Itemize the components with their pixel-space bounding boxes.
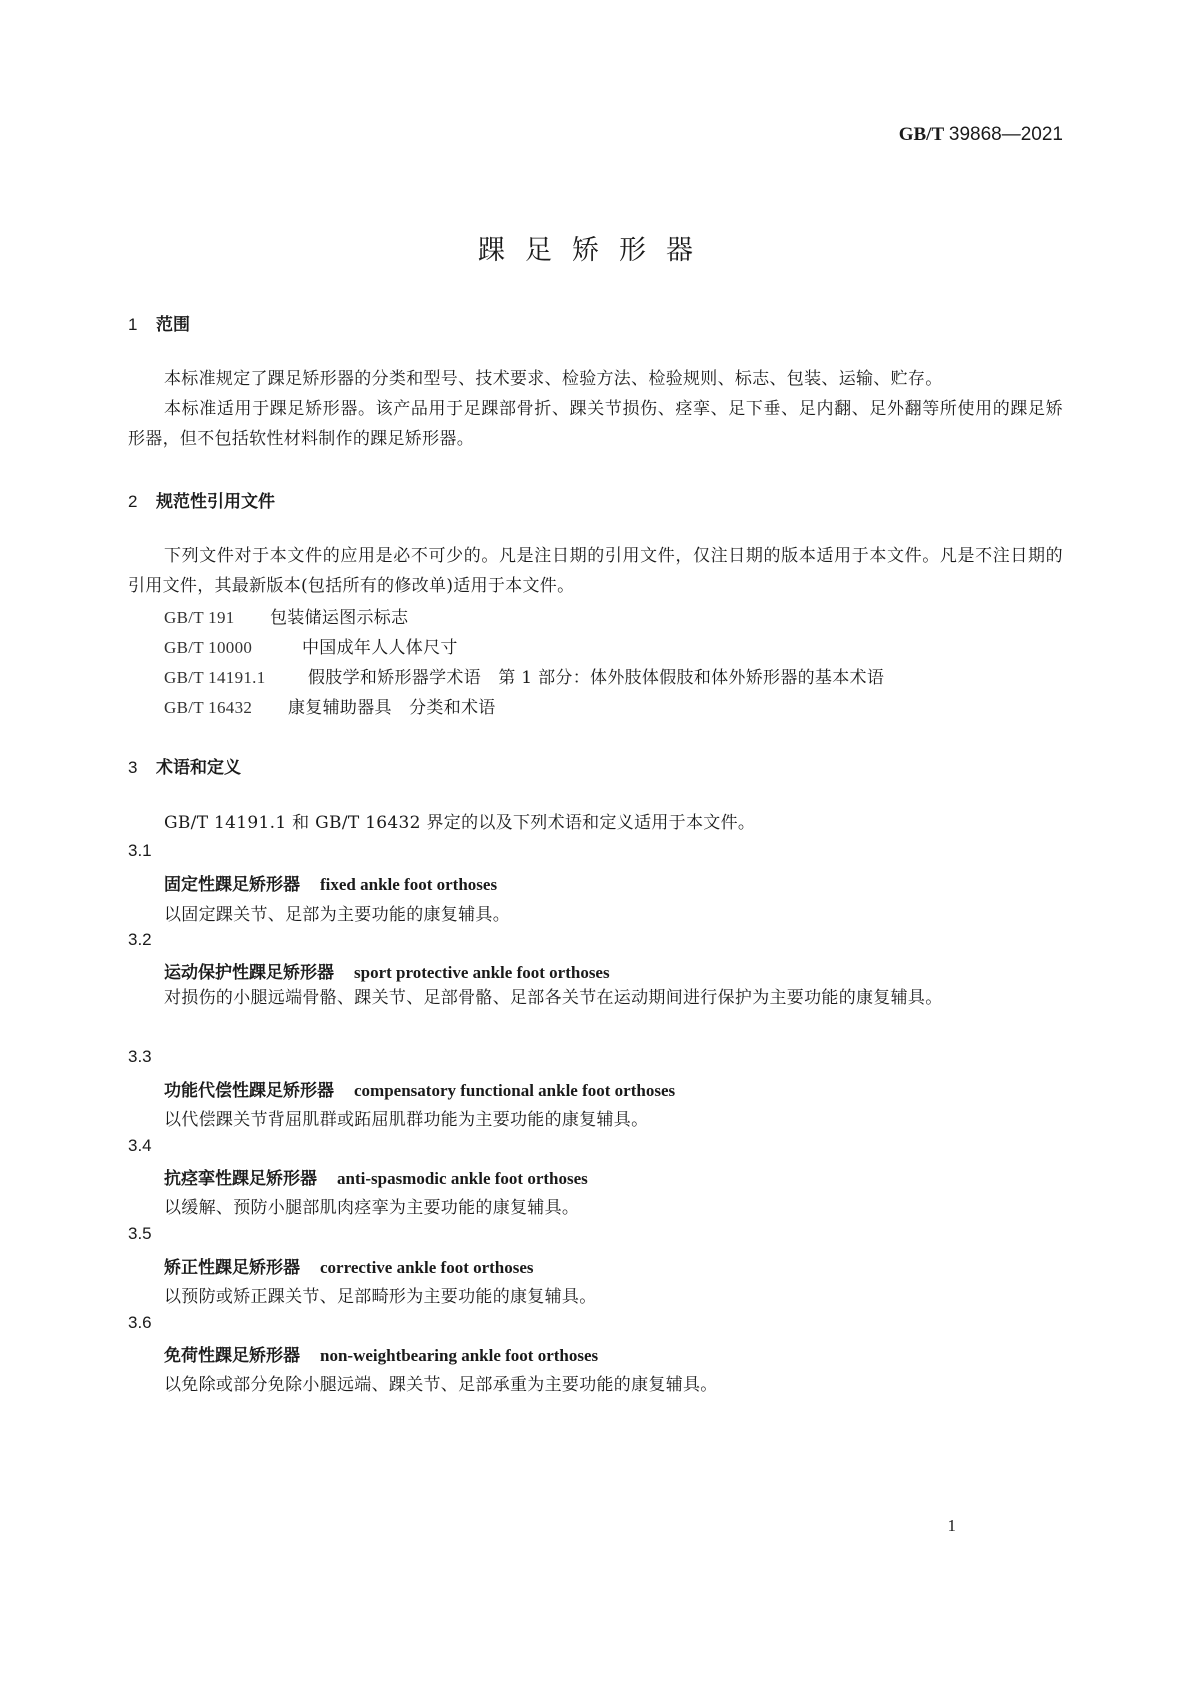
- reference-title: 包装储运图示标志: [270, 608, 409, 628]
- term-heading: [164, 870, 497, 895]
- term-en: non-weightbearing ankle foot orthoses: [320, 1346, 599, 1365]
- reference-code: GB/T 10000: [164, 638, 253, 657]
- section-number: 1: [128, 315, 138, 334]
- reference-title: 康复辅助器具 分类和术语: [288, 698, 496, 718]
- term-zh: 免荷性踝足矫形器: [164, 1346, 300, 1366]
- reference-code: GB/T 191: [164, 608, 235, 627]
- reference-code: GB/T 16432: [164, 698, 253, 717]
- document-title: 踝足矫形器: [478, 235, 713, 266]
- term-definition: 以免除或部分免除小腿远端、踝关节、足部承重为主要功能的康复辅具。: [164, 1375, 718, 1395]
- reference-item: [164, 603, 408, 628]
- term-definition: 以预防或矫正踝关节、足部畸形为主要功能的康复辅具。: [164, 1287, 597, 1307]
- reference-item: [164, 633, 458, 658]
- term-number: 3.4: [128, 1136, 152, 1155]
- standard-prefix: GB/T: [898, 124, 945, 145]
- term-number: 3.2: [128, 930, 152, 949]
- term-en: corrective ankle foot orthoses: [320, 1258, 534, 1277]
- section-title: 范围: [156, 315, 190, 335]
- section-3-intro: GB/T 14191.1 和 GB/T 16432 界定的以及下列术语和定义适用于本文件。: [164, 813, 756, 833]
- term-number: 3.5: [128, 1224, 152, 1243]
- term-heading: [164, 958, 610, 983]
- term-en: fixed ankle foot orthoses: [320, 875, 498, 894]
- page-number: 1: [947, 1516, 956, 1535]
- standard-code: [899, 124, 1063, 146]
- term-en: anti-spasmodic ankle foot orthoses: [337, 1169, 588, 1188]
- term-zh: 矫正性踝足矫形器: [164, 1258, 300, 1278]
- term-heading: [164, 1341, 598, 1366]
- section-3-heading: [128, 753, 241, 778]
- section-1-heading: [128, 310, 190, 335]
- term-heading: [164, 1164, 588, 1189]
- term-number: 3.1: [128, 841, 152, 860]
- section-2-heading: [128, 487, 275, 512]
- term-en: sport protective ankle foot orthoses: [354, 963, 610, 982]
- term-number: 3.3: [128, 1047, 152, 1066]
- term-definition: 对损伤的小腿远端骨骼、踝关节、足部骨骼、足部各关节在运动期间进行保护为主要功能的康复辅具。: [164, 988, 943, 1008]
- term-definition: 以代偿踝关节背屈肌群或跖屈肌群功能为主要功能的康复辅具。: [164, 1110, 649, 1130]
- section-1-paragraph-1: 本标准规定了踝足矫形器的分类和型号、技术要求、检验方法、检验规则、标志、包装、运输、贮存。: [164, 369, 943, 389]
- reference-item: [164, 663, 884, 688]
- term-heading: [164, 1076, 675, 1101]
- reference-title: 假肢学和矫形器学术语 第 1 部分：体外肢体假肢和体外矫形器的基本术语: [308, 668, 885, 688]
- term-zh: 运动保护性踝足矫形器: [164, 963, 334, 983]
- standard-number: 39868—2021: [948, 124, 1063, 145]
- reference-title: 中国成年人人体尺寸: [302, 638, 458, 658]
- term-zh: 固定性踝足矫形器: [164, 875, 300, 895]
- term-zh: 功能代偿性踝足矫形器: [164, 1081, 334, 1101]
- term-zh: 抗痉挛性踝足矫形器: [164, 1169, 317, 1189]
- section-number: 2: [128, 492, 138, 511]
- term-number: 3.6: [128, 1313, 152, 1332]
- section-2-intro: 下列文件对于本文件的应用是必不可少的。凡是注日期的引用文件，仅注日期的版本适用于本文件。凡是不注日期的引用文件，其最新版本(包括所有的修改单)适用于本文件。: [128, 546, 1063, 596]
- term-en: compensatory functional ankle foot orthoses: [354, 1081, 676, 1100]
- term-definition: 以缓解、预防小腿部肌肉痉挛为主要功能的康复辅具。: [164, 1198, 580, 1218]
- reference-item: [164, 693, 496, 718]
- term-definition: 以固定踝关节、足部为主要功能的康复辅具。: [164, 905, 510, 925]
- term-heading: [164, 1253, 534, 1278]
- section-title: 术语和定义: [156, 758, 241, 778]
- section-title: 规范性引用文件: [156, 492, 275, 512]
- section-number: 3: [128, 758, 138, 777]
- reference-code: GB/T 14191.1: [164, 668, 266, 687]
- section-1-paragraph-2: 本标准适用于踝足矫形器。该产品用于足踝部骨折、踝关节损伤、痉挛、足下垂、足内翻、足外翻等所使用的踝足矫形器，但不包括软性材料制作的踝足矫形器。: [128, 399, 1063, 449]
